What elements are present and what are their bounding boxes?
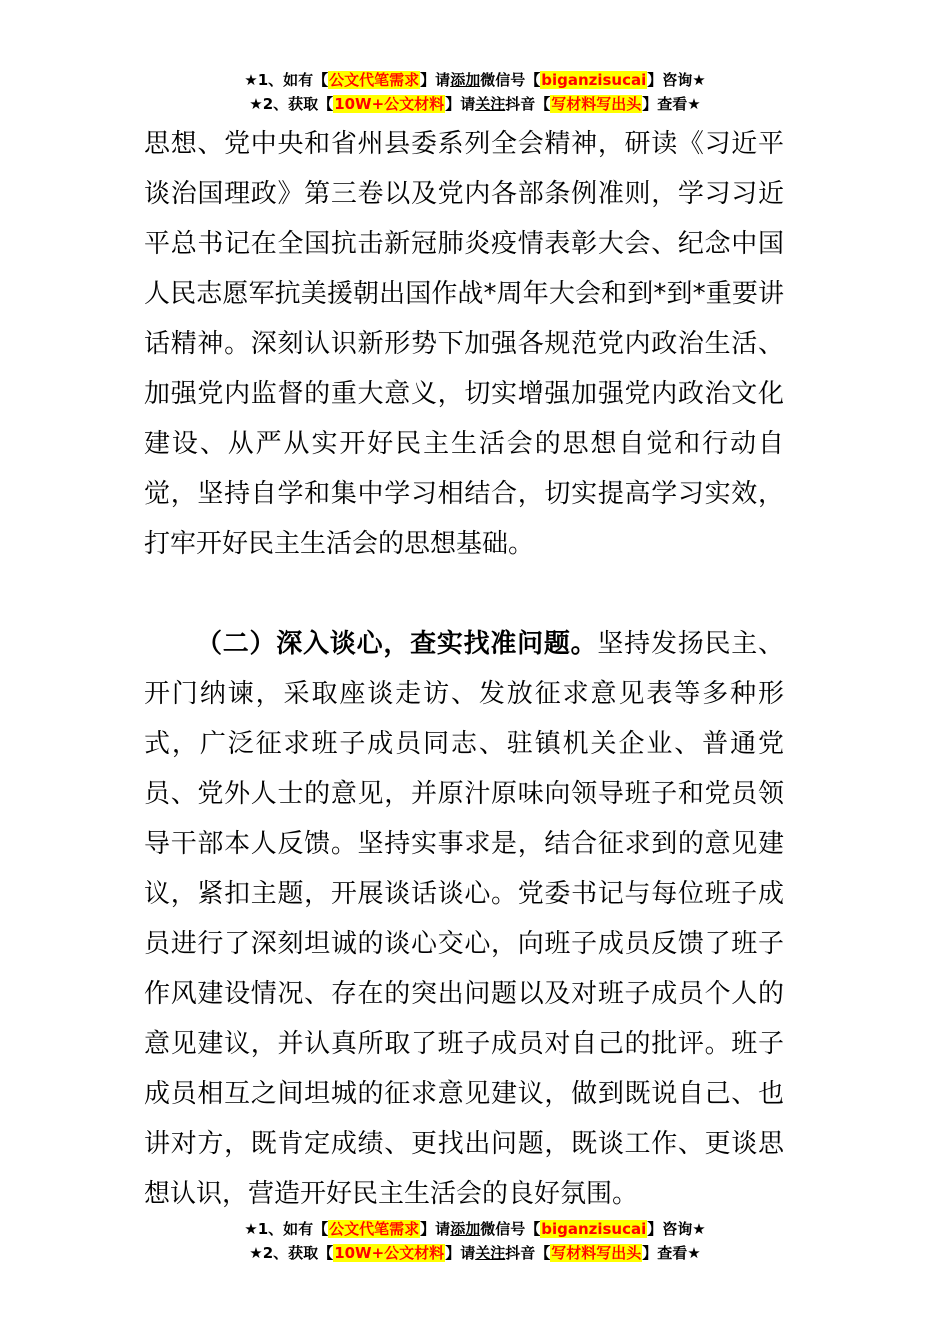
footer-line1-mid2: 微信号【 [480,1220,541,1238]
header-line2-douyin-highlight: 写材料写出头 [551,95,642,113]
header-promo-line-1 [0,68,950,92]
paragraph-heading-bold: （二）深入谈心，查实找准问题。 [196,629,598,659]
footer-line2-douyin-highlight: 写材料写出头 [551,1244,642,1262]
footer-line1-prefix: ★1、如有【 [244,1220,329,1238]
header-line2-materials-highlight: 10W+公文材料 [334,95,445,113]
footer-line1-wechat-id-highlight: biganzisucai [541,1220,647,1238]
header-line1-suffix: 】咨询★ [647,71,706,89]
footer-line2-mid2: 抖音【 [505,1244,551,1262]
footer-line2-materials-highlight: 10W+公文材料 [334,1244,445,1262]
footer-line2-follow-underlined: 关注 [475,1244,506,1262]
paragraph-study-continuation: 思想、党中央和省州县委系列全会精神，研读《习近平谈治国理政》第三卷以及党内各部条例准则，学习习近平总书记在全国抗击新冠肺炎疫情表彰大会、纪念中国人民志愿军抗美援朝出国作战*周年大会和到*到*重要讲话精神。深刻认识新形势下加强各规范党内政治生活、加强党内监督的重大意义，切实增强加强党内政治文化建设、从严从实开好民主生活会的思想自觉和行动自觉，坚持自学和集中学习相结合，切实提高学习实效，打牢开好民主生活会的思想基础。 [144,129,784,559]
footer-line2-mid1: 】请 [445,1244,476,1262]
header-line1-prefix: ★1、如有【 [244,71,329,89]
footer-promo [0,1217,950,1265]
header-line1-add-underlined: 添加 [450,71,481,89]
footer-line2-prefix: ★2、获取【 [249,1244,334,1262]
header-promo-line-2 [0,92,950,116]
header-line2-prefix: ★2、获取【 [249,95,334,113]
footer-line2-suffix: 】查看★ [642,1244,701,1262]
paragraph-heart-to-heart-text: 坚持发扬民主、开门纳谏，采取座谈走访、发放征求意见表等多种形式，广泛征求班子成员同志、驻镇机关企业、普通党员、党外人士的意见，并原汁原味向领导班子和党员领导干部本人反馈。坚持实事求是，结合征求到的意见建议，紧扣主题，开展谈话谈心。党委书记与每位班子成员进行了深刻坦诚的谈心交心，向班子成员反馈了班子作风建设情况、存在的突出问题以及对班子成员个人的意见建议，并认真所取了班子成员对自己的批评。班子成员相互之间坦城的征求意见建议，做到既说自己、也讲对方，既肯定成绩、更找出问题，既谈工作、更谈思想认识，营造开好民主生活会的良好氛围。 [144,629,784,1209]
header-line2-mid1: 】请 [445,95,476,113]
footer-line1-add-underlined: 添加 [450,1220,481,1238]
footer-line1-suffix: 】咨询★ [647,1220,706,1238]
footer-promo-line-2 [0,1241,950,1265]
header-line2-suffix: 】查看★ [642,95,701,113]
footer-promo-line-1 [0,1217,950,1241]
header-line2-follow-underlined: 关注 [475,95,506,113]
header-line1-mid1: 】请 [420,71,451,89]
paragraph-heart-to-heart [144,619,784,1219]
header-line2-mid2: 抖音【 [505,95,551,113]
header-line1-service-highlight: 公文代笔需求 [329,71,420,89]
header-line1-mid2: 微信号【 [480,71,541,89]
footer-line1-mid1: 】请 [420,1220,451,1238]
header-promo [0,68,950,116]
header-line1-wechat-id-highlight: biganzisucai [541,71,647,89]
document-body [144,119,784,1219]
footer-line1-service-highlight: 公文代笔需求 [329,1220,420,1238]
